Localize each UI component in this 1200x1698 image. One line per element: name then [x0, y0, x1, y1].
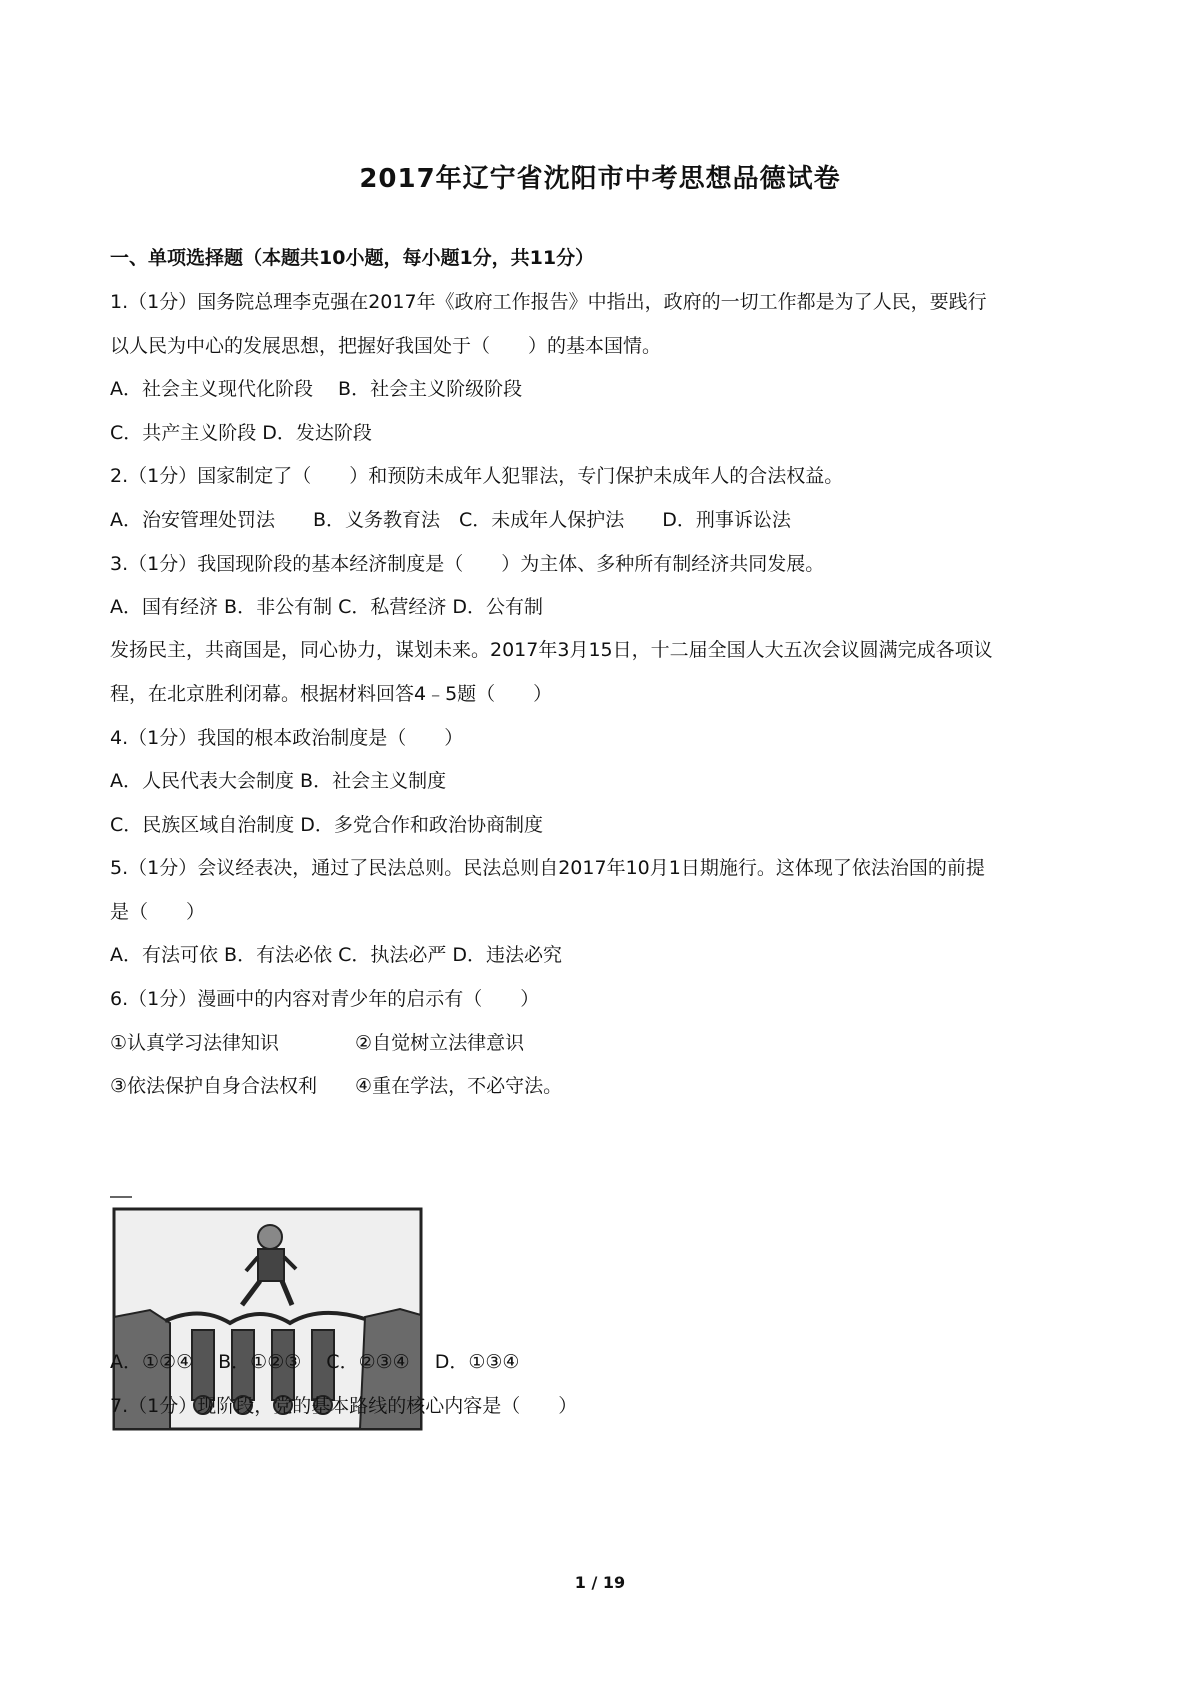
section-heading: 一、单项选择题（本题共10小题，每小题1分，共11分）: [110, 247, 595, 269]
material-line2: 程，在北京胜利闭幕。根据材料回答4﹣5题（ ）: [110, 683, 553, 705]
q7-stem: 7.（1分）现阶段，党的基本路线的核心内容是（ ）: [110, 1395, 578, 1417]
q2-stem: 2.（1分）国家制定了（ ）和预防未成年人犯罪法，专门保护未成年人的合法权益。: [110, 465, 844, 487]
q4-options-line1: A．人民代表大会制度 B．社会主义制度: [110, 770, 447, 792]
q6-items-line1: ①认真学习法律知识 ②自觉树立法律意识: [110, 1032, 525, 1054]
page-number: 1 / 19: [574, 1573, 626, 1592]
q5-stem-line1: 5.（1分）会议经表决，通过了民法总则。民法总则自2017年10月1日期施行。这体现了依法治国的前提: [110, 857, 985, 879]
q1-options-line2: C．共产主义阶段 D．发达阶段: [110, 422, 372, 444]
q2-options: A．治安管理处罚法 B．义务教育法 C．未成年人保护法 D．刑事诉讼法: [110, 509, 791, 531]
q6-stem: 6.（1分）漫画中的内容对青少年的启示有（ ）: [110, 988, 540, 1010]
q1-stem-line1: 1.（1分）国务院总理李克强在2017年《政府工作报告》中指出，政府的一切工作都是为了人民，要践行: [110, 291, 987, 313]
q4-stem: 4.（1分）我国的根本政治制度是（ ）: [110, 727, 464, 749]
q5-stem-line2: 是（ ）: [110, 901, 206, 923]
q4-options-line2: C．民族区域自治制度 D．多党合作和政治协商制度: [110, 814, 543, 836]
image-anchor-mark: [110, 1196, 132, 1198]
q1-stem-line2: 以人民为中心的发展思想，把握好我国处于（ ）的基本国情。: [110, 335, 662, 357]
q5-options: A．有法可依 B．有法必依 C．执法必严 D．违法必究: [110, 944, 563, 966]
q6-options: A．①②④ B．①②③ C．②③④ D．①③④: [110, 1351, 520, 1373]
page-title: 2017年辽宁省沈阳市中考思想品德试卷: [359, 164, 841, 194]
q3-stem: 3.（1分）我国现阶段的基本经济制度是（ ）为主体、多种所有制经济共同发展。: [110, 553, 825, 575]
q1-options-line1: A．社会主义现代化阶段 B．社会主义阶级阶段: [110, 378, 523, 400]
material-line1: 发扬民主，共商国是，同心协力，谋划未来。2017年3月15日，十二届全国人大五次会议圆满完成各项议: [110, 639, 993, 661]
q6-items-line2: ③依法保护自身合法权利 ④重在学法，不必守法。: [110, 1075, 563, 1097]
q3-options: A．国有经济 B．非公有制 C．私营经济 D．公有制: [110, 596, 544, 618]
